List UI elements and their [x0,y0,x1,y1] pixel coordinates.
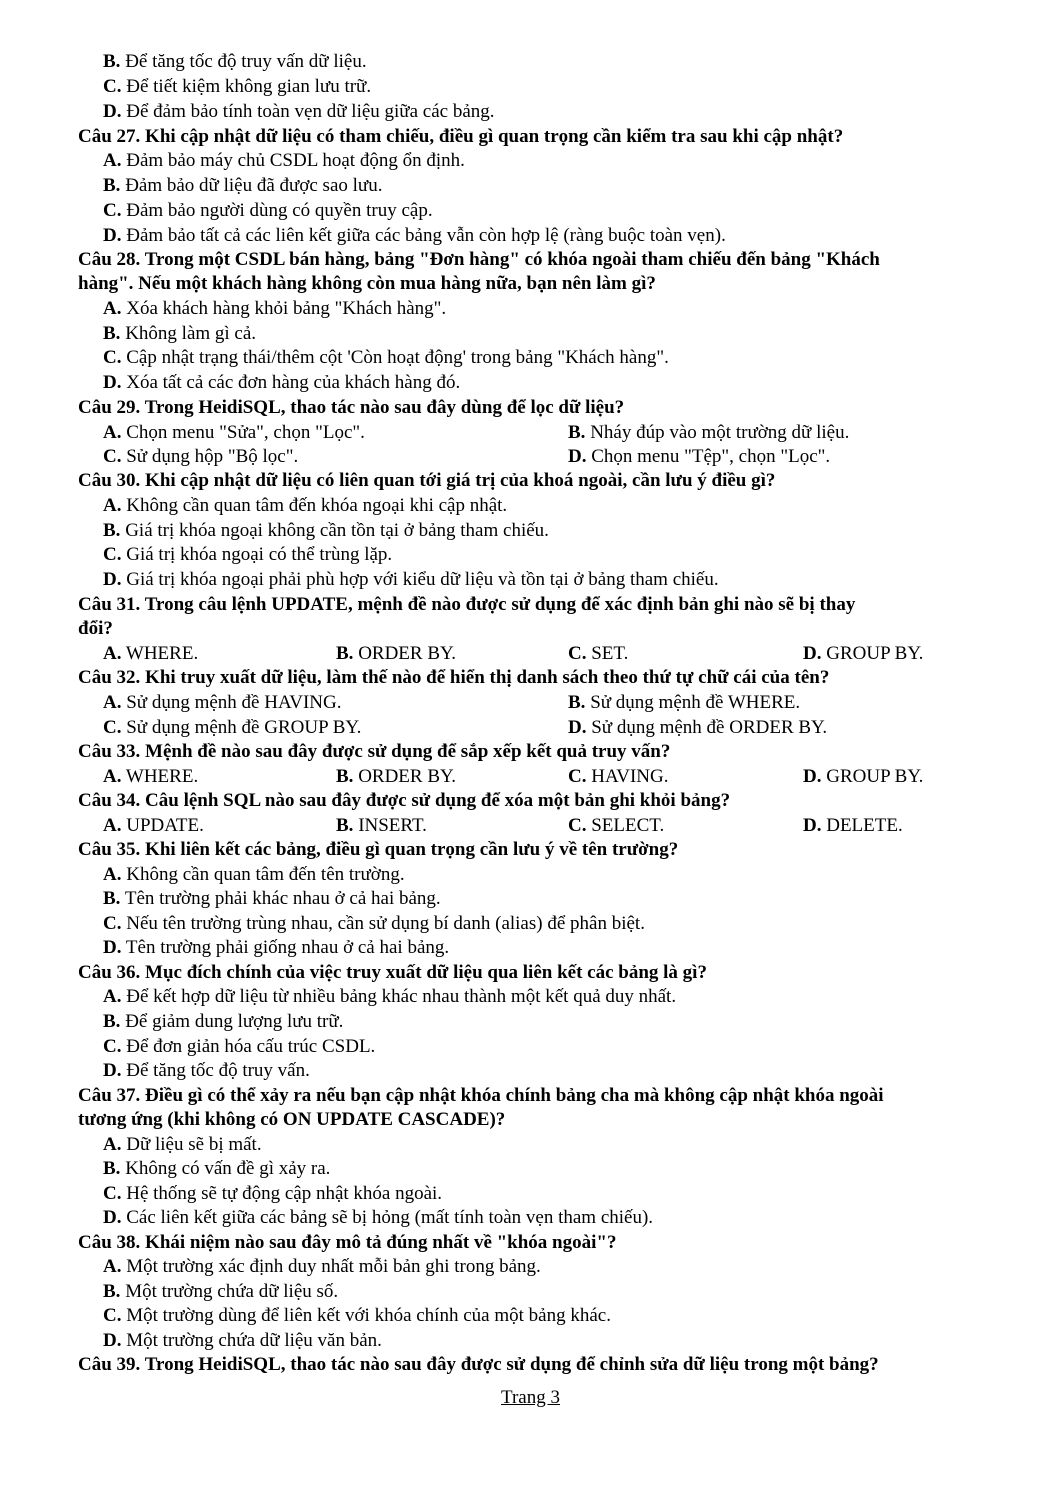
option-line: C. SET. [568,643,629,664]
option-line: A. Đảm bảo máy chủ CSDL hoạt động ổn định. [103,150,465,171]
question-stem-cont: đổi? [78,618,113,639]
option-line: D. Một trường chứa dữ liệu văn bản. [103,1330,382,1351]
option-line: B. Để tăng tốc độ truy vấn dữ liệu. [103,51,367,72]
option-line: B. Không làm gì cả. [103,323,257,344]
question-stem: Câu 39. Trong HeidiSQL, thao tác nào sau đây được sử dụng để chỉnh sửa dữ liệu trong một bảng? [78,1354,879,1375]
question-stem: Câu 27. Khi cập nhật dữ liệu có tham chiếu, điều gì quan trọng cần kiểm tra sau khi cập nhật? [78,126,844,147]
option-line: B. Để giảm dung lượng lưu trữ. [103,1011,344,1032]
option-line: A. Sử dụng mệnh đề HAVING. [103,692,342,713]
page-number: Trang 3 [501,1387,560,1408]
option-line: A. Dữ liệu sẽ bị mất. [103,1134,262,1155]
option-line: D. Đảm bảo tất cả các liên kết giữa các bảng vẫn còn hợp lệ (ràng buộc toàn vẹn). [103,225,726,246]
option-line: B. INSERT. [336,815,427,836]
option-line: D. Để đảm bảo tính toàn vẹn dữ liệu giữa các bảng. [103,101,495,122]
option-line: C. Sử dụng mệnh đề GROUP BY. [103,717,362,738]
option-line: C. Đảm bảo người dùng có quyền truy cập. [103,200,433,221]
option-line: A. Không cần quan tâm đến tên trường. [103,864,405,885]
question-stem-cont: tương ứng (khi không có ON UPDATE CASCADE)? [78,1109,506,1130]
option-line: C. Nếu tên trường trùng nhau, cần sử dụng bí danh (alias) để phân biệt. [103,913,645,934]
option-line: B. Một trường chứa dữ liệu số. [103,1281,339,1302]
option-line: C. SELECT. [568,815,665,836]
option-line: C. Để tiết kiệm không gian lưu trữ. [103,76,372,97]
option-line: A. WHERE. [103,766,199,787]
option-line: C. HAVING. [568,766,669,787]
option-line: C. Cập nhật trạng thái/thêm cột 'Còn hoạt động' trong bảng "Khách hàng". [103,347,669,368]
option-line: B. Nháy đúp vào một trường dữ liệu. [568,422,850,443]
option-line: D. Chọn menu "Tệp", chọn "Lọc". [568,446,831,467]
option-line: C. Để đơn giản hóa cấu trúc CSDL. [103,1036,376,1057]
option-line: D. GROUP BY. [803,643,924,664]
option-line: D. DELETE. [803,815,903,836]
question-stem: Câu 30. Khi cập nhật dữ liệu có liên quan tới giá trị của khoá ngoài, cần lưu ý điều gì? [78,470,776,491]
question-stem: Câu 31. Trong câu lệnh UPDATE, mệnh đề nào được sử dụng để xác định bản ghi nào sẽ bị thay [78,594,856,615]
question-stem: Câu 34. Câu lệnh SQL nào sau đây được sử dụng để xóa một bản ghi khỏi bảng? [78,790,731,811]
question-stem: Câu 35. Khi liên kết các bảng, điều gì quan trọng cần lưu ý về tên trường? [78,839,679,860]
option-line: A. WHERE. [103,643,199,664]
question-stem: Câu 28. Trong một CSDL bán hàng, bảng "Đơn hàng" có khóa ngoài tham chiếu đến bảng "Khách [78,249,880,270]
question-stem-cont: hàng". Nếu một khách hàng không còn mua hàng nữa, bạn nên làm gì? [78,273,656,294]
question-stem: Câu 32. Khi truy xuất dữ liệu, làm thế nào để hiển thị danh sách theo thứ tự chữ cái của tên? [78,667,830,688]
option-line: B. ORDER BY. [336,766,457,787]
question-stem: Câu 37. Điều gì có thể xảy ra nếu bạn cập nhật khóa chính bảng cha mà không cập nhật khóa ngoài [78,1085,884,1106]
option-line: B. ORDER BY. [336,643,457,664]
question-stem: Câu 33. Mệnh đề nào sau đây được sử dụng để sắp xếp kết quả truy vấn? [78,741,671,762]
option-line: A. Xóa khách hàng khỏi bảng "Khách hàng". [103,298,447,319]
option-line: D. Giá trị khóa ngoại phải phù hợp với kiểu dữ liệu và tồn tại ở bảng tham chiếu. [103,569,719,590]
option-line: D. Tên trường phải giống nhau ở cả hai bảng. [103,937,450,958]
question-stem: Câu 36. Mục đích chính của việc truy xuất dữ liệu qua liên kết các bảng là gì? [78,962,707,983]
option-line: C. Một trường dùng để liên kết với khóa chính của một bảng khác. [103,1305,611,1326]
option-line: D. Xóa tất cả các đơn hàng của khách hàng đó. [103,372,461,393]
option-line: B. Đảm bảo dữ liệu đã được sao lưu. [103,175,383,196]
option-line: C. Hệ thống sẽ tự động cập nhật khóa ngoài. [103,1183,443,1204]
question-stem: Câu 38. Khái niệm nào sau đây mô tả đúng nhất về "khóa ngoài"? [78,1232,617,1253]
option-line: B. Không có vấn đề gì xảy ra. [103,1158,331,1179]
option-line: C. Sử dụng hộp "Bộ lọc". [103,446,299,467]
option-line: B. Sử dụng mệnh đề WHERE. [568,692,801,713]
option-line: D. Sử dụng mệnh đề ORDER BY. [568,717,828,738]
option-line: D. Để tăng tốc độ truy vấn. [103,1060,310,1081]
option-line: A. Để kết hợp dữ liệu từ nhiều bảng khác nhau thành một kết quả duy nhất. [103,986,677,1007]
option-line: C. Giá trị khóa ngoại có thể trùng lặp. [103,544,393,565]
option-line: A. Một trường xác định duy nhất mỗi bản ghi trong bảng. [103,1256,541,1277]
question-stem: Câu 29. Trong HeidiSQL, thao tác nào sau đây dùng để lọc dữ liệu? [78,397,625,418]
option-line: B. Giá trị khóa ngoại không cần tồn tại ở bảng tham chiếu. [103,520,549,541]
option-line: D. GROUP BY. [803,766,924,787]
option-line: A. UPDATE. [103,815,204,836]
option-line: A. Không cần quan tâm đến khóa ngoại khi cập nhật. [103,495,508,516]
option-line: D. Các liên kết giữa các bảng sẽ bị hỏng (mất tính toàn vẹn tham chiếu). [103,1207,654,1228]
option-line: B. Tên trường phải khác nhau ở cả hai bảng. [103,888,441,909]
option-line: A. Chọn menu "Sửa", chọn "Lọc". [103,422,365,443]
